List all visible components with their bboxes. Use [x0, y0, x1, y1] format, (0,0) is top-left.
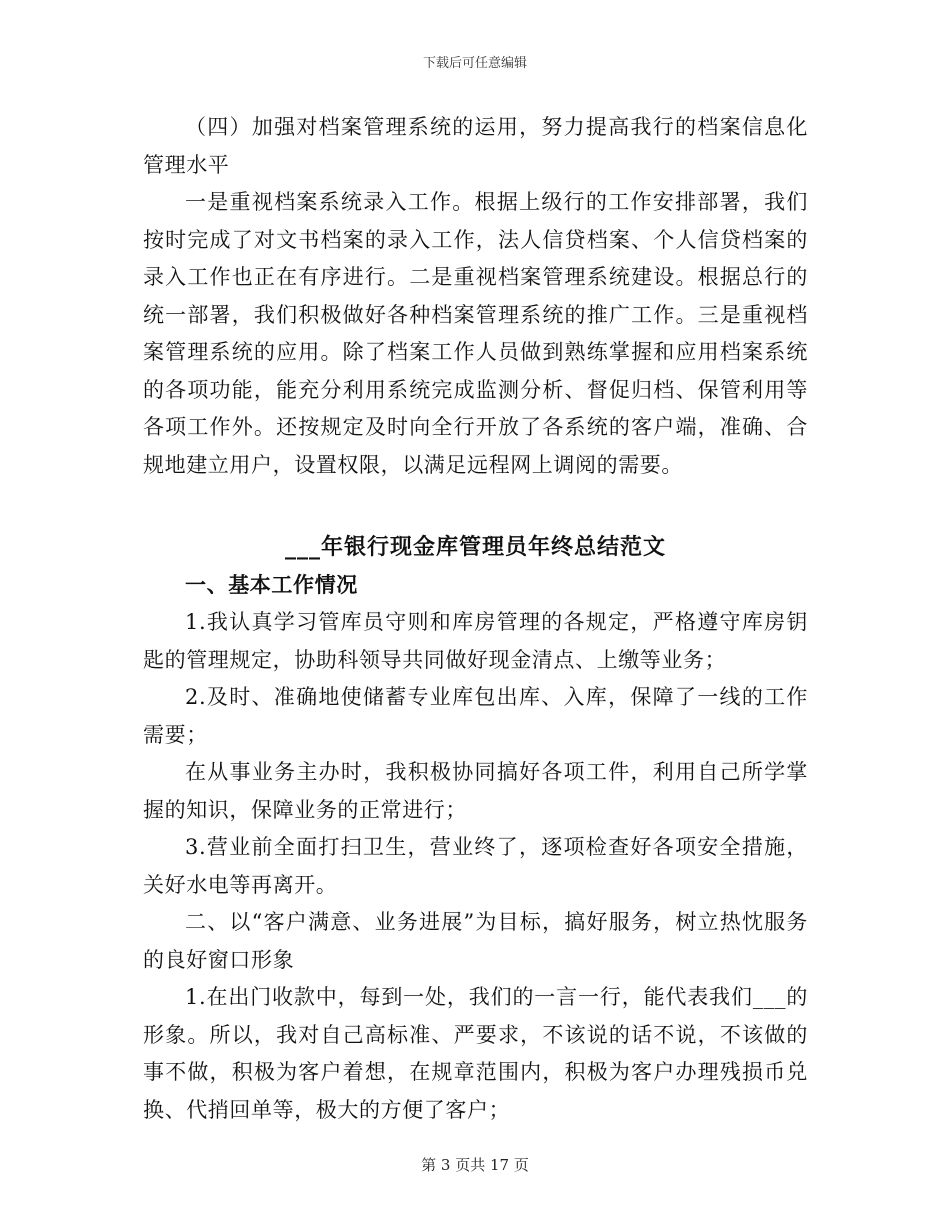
- section-heading: （四）加强对档案管理系统的运用，努力提高我行的档案信息化管理水平: [143, 115, 808, 177]
- list-item: 2.及时、准确地使储蓄专业库包出库、入库，保障了一线的工作需要；: [143, 685, 808, 747]
- subheading: 二、以“客户满意、业务进展”为目标，搞好服务，树立热忱服务的良好窗口形象: [143, 910, 808, 972]
- list-item: 3.营业前全面打扫卫生，营业终了，逐项检查好各项安全措施，关好水电等再离开。: [143, 835, 808, 897]
- list-item: 1.在出门收款中，每到一处，我们的一言一行，能代表我们___的形象。所以，我对自己高标准、严要求，不该说的话不说，不该做的事不做，积极为客户着想，在规章范围内，积极为客户办理残损币兑换、代捎回单等，极大的方便了客户；: [143, 985, 808, 1122]
- page-number: 第 3 页共 17 页: [421, 1156, 529, 1174]
- article-title: ___年银行现金库管理员年终总结范文: [284, 534, 666, 560]
- list-item: 在从事业务主办时，我积极协同搞好各项工件，利用自己所学掌握的知识，保障业务的正常进行；: [143, 760, 808, 822]
- list-item: 1.我认真学习管库员守则和库房管理的各规定，严格遵守库房钥匙的管理规定，协助科领导共同做好现金清点、上缴等业务；: [143, 610, 808, 672]
- header-note: 下载后可任意编辑: [422, 56, 527, 71]
- paragraph: 一是重视档案系统录入工作。根据上级行的工作安排部署，我们按时完成了对文书档案的录入工作，法人信贷档案、个人信贷档案的录入工作也正在有序进行。二是重视档案管理系统建设。根据总行的统一部署，我们积极做好各种档案管理系统的推广工作。三是重视档案管理系统的应用。除了档案工作人员做到熟练掌握和应用档案系统的各项功能，能充分利用系统完成监测分析、督促归档、保管利用等各项工作外。还按规定及时向全行开放了各系统的客户端，准确、合规地建立用户，设置权限，以满足远程网上调阅的需要。: [143, 190, 808, 477]
- subheading: 一、基本工作情况: [185, 572, 358, 597]
- document-body: [143, 109, 808, 1129]
